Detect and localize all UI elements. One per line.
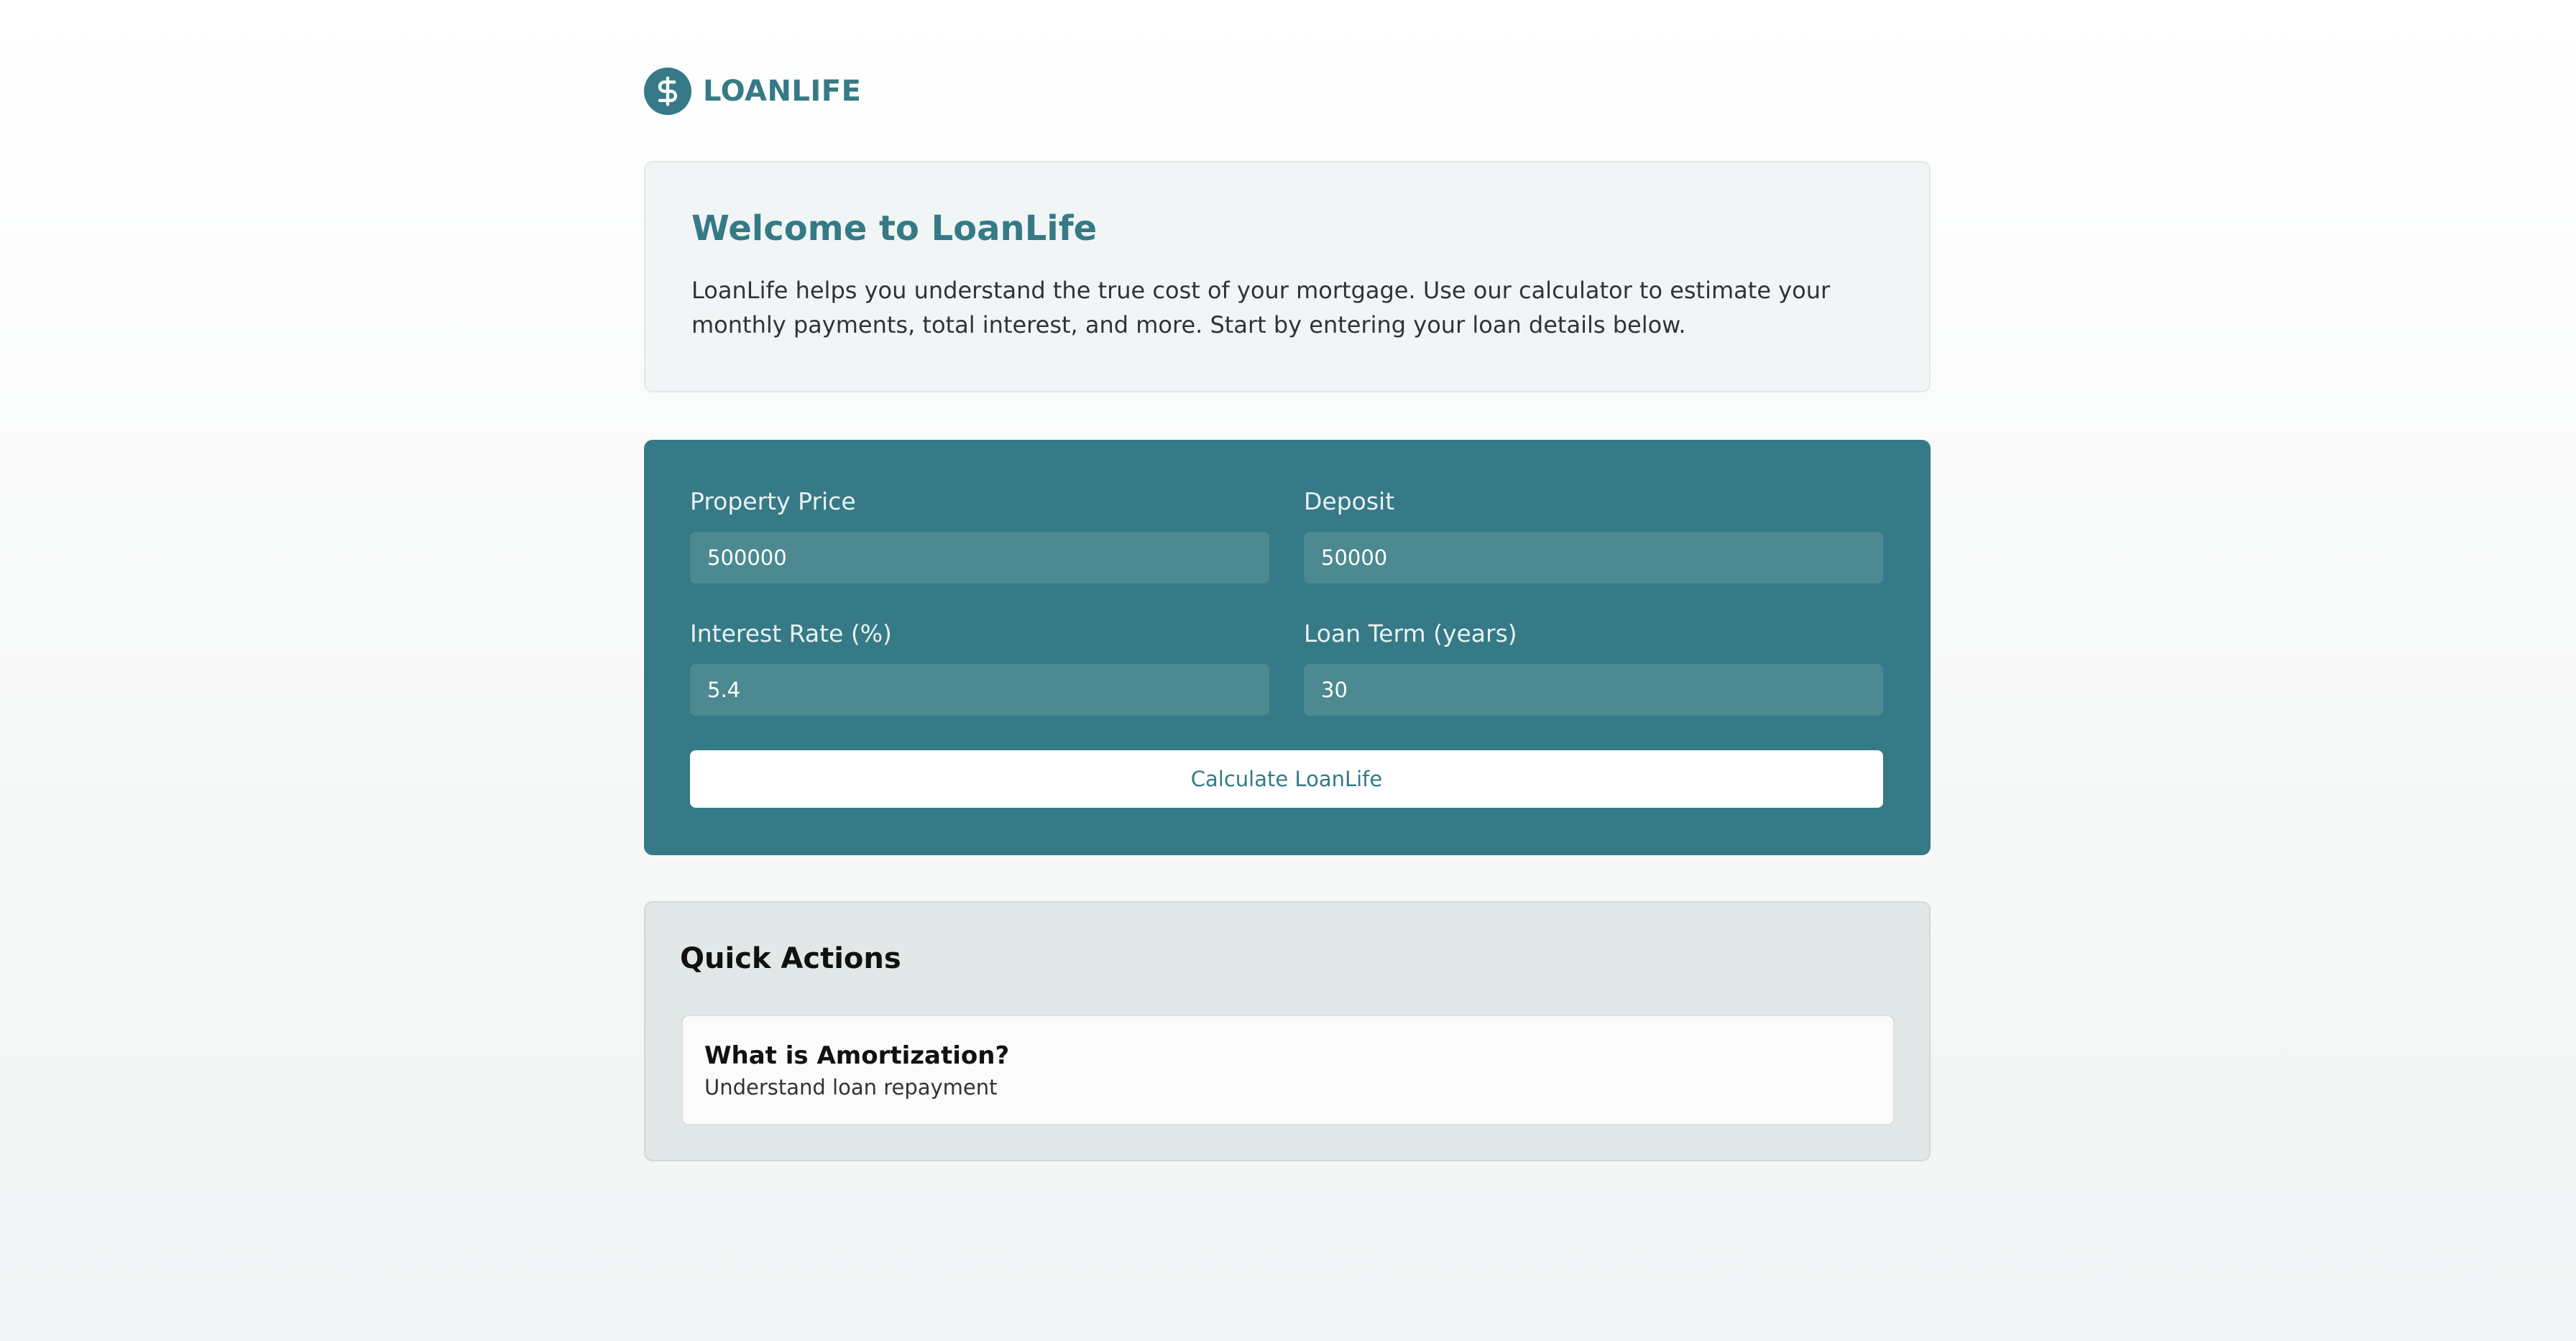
brand[interactable] <box>644 68 861 115</box>
interest-rate-input[interactable] <box>690 664 1269 716</box>
property-price-input[interactable] <box>690 532 1269 584</box>
quick-action-subtitle: Understand loan repayment <box>704 1075 998 1100</box>
dollar-icon <box>644 68 691 115</box>
loan-term-input[interactable] <box>1304 664 1883 716</box>
deposit-field <box>1304 487 1883 584</box>
property-price-label: Property Price <box>690 487 856 515</box>
calculate-button[interactable]: Calculate LoanLife <box>690 750 1883 808</box>
calculator-form <box>644 440 1931 855</box>
quick-actions-title: Quick Actions <box>680 942 901 975</box>
welcome-title: Welcome to LoanLife <box>691 208 1098 249</box>
quick-action-title: What is Amortization? <box>704 1041 1010 1070</box>
quick-action-amortization[interactable] <box>681 1015 1895 1125</box>
deposit-input[interactable] <box>1304 532 1883 584</box>
interest-rate-field <box>690 619 1269 716</box>
welcome-text: LoanLife helps you understand the true cost of your mortgage. Use our calculator to estimate your monthly payments, total interest, and more. Start by entering your loan details below. <box>691 276 1831 338</box>
loan-term-label: Loan Term (years) <box>1304 619 1517 648</box>
property-price-field <box>690 487 1269 584</box>
deposit-label: Deposit <box>1304 487 1395 515</box>
interest-rate-label: Interest Rate (%) <box>690 619 892 648</box>
brand-name: LOANLIFE <box>703 75 862 108</box>
loan-term-field <box>1304 619 1883 716</box>
quick-actions-panel <box>644 901 1931 1161</box>
welcome-card <box>644 161 1931 392</box>
